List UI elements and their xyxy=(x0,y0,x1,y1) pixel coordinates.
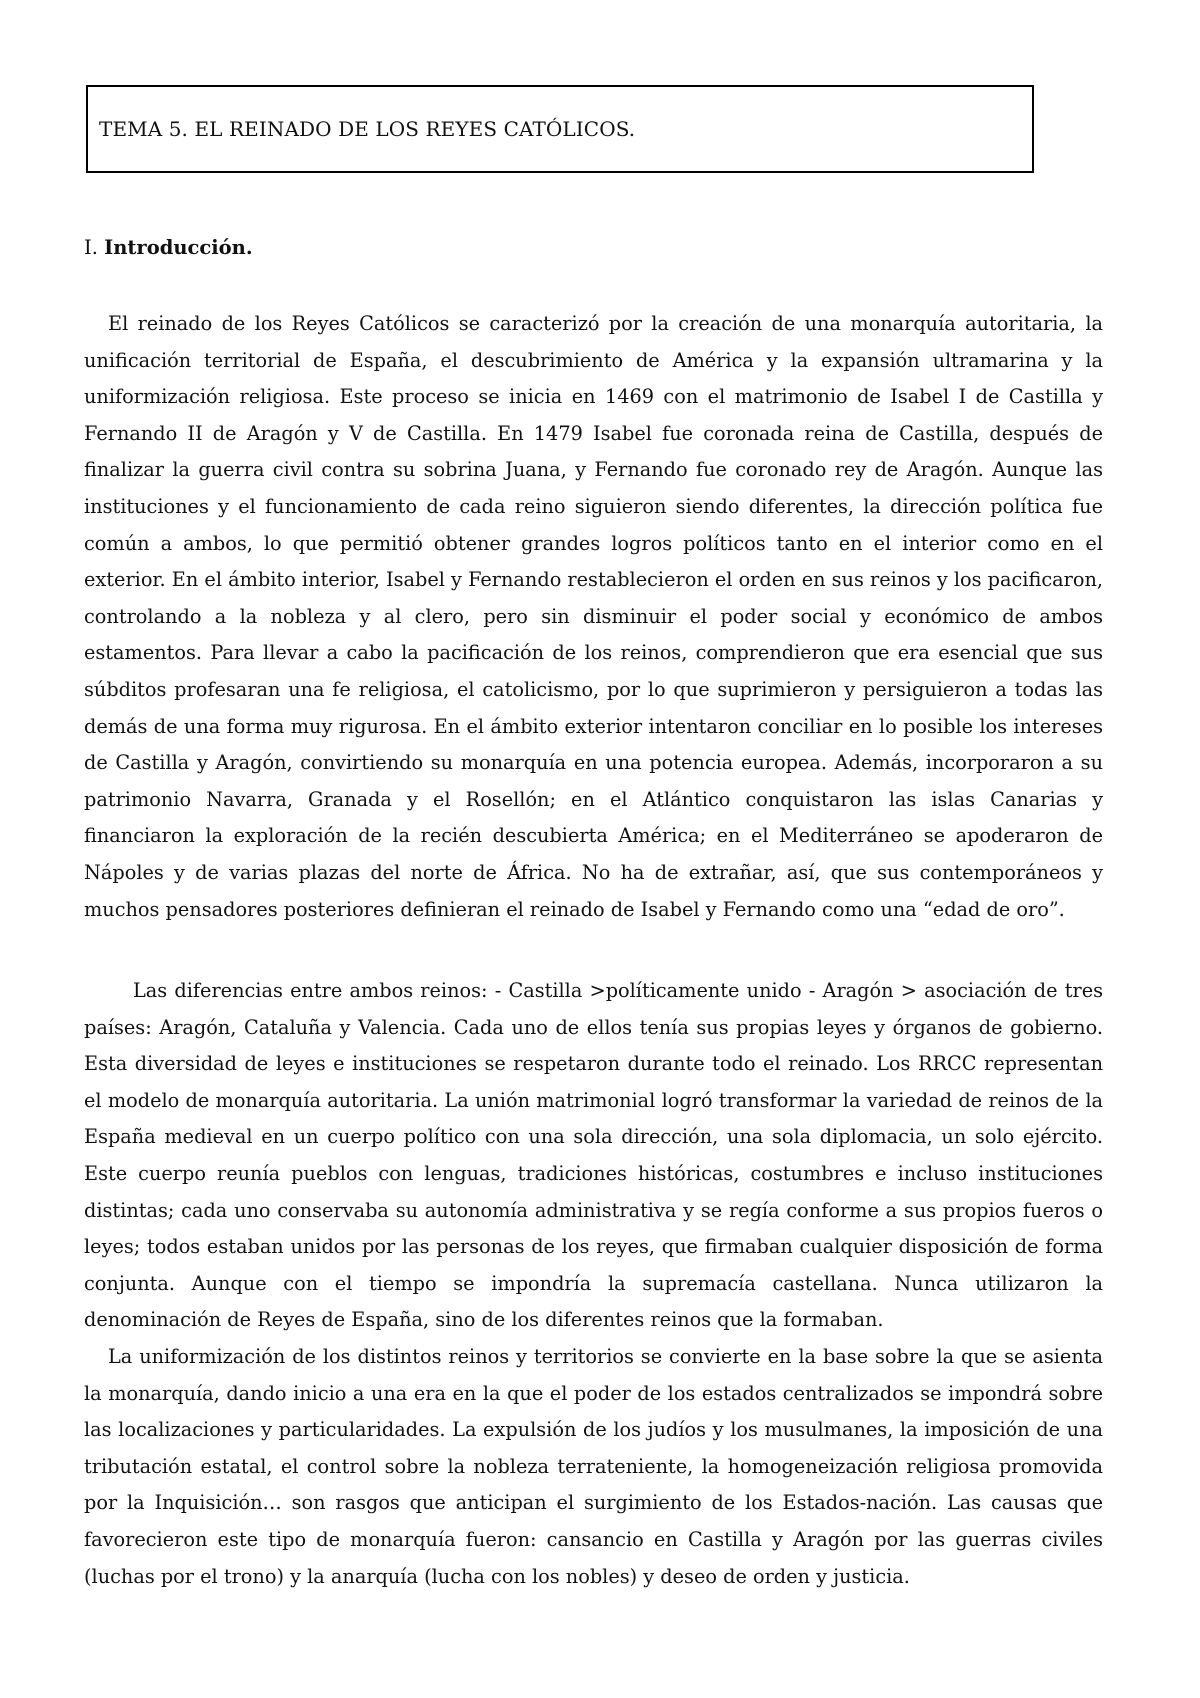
paragraph-introduction: El reinado de los Reyes Católicos se caracterizó por la creación de una monarquía autoritaria, la unificación territorial de España, el descubrimiento de América y la expansión ultramarina y la uniformización religiosa. Este proceso se inicia en 1469 con el matrimonio de Isabel I de Castilla y Fernando II de Aragón y V de Castilla. En 1479 Isabel fue coronada reina de Castilla, después de finalizar la guerra civil contra su sobrina Juana, y Fernando fue coronado rey de Aragón. Aunque las instituciones y el funcionamiento de cada reino siguieron siendo diferentes, la dirección política fue común a ambos, lo que permitió obtener grandes logros políticos tanto en el interior como en el exterior. En el ámbito interior, Isabel y Fernando restablecieron el orden en sus reinos y los pacificaron, controlando a la nobleza y al clero, pero sin disminuir el poder social y económico de ambos estamentos. Para llevar a cabo la pacificación de los reinos, comprendieron que era esencial que sus súbditos profesaran una fe religiosa, el catolicismo, por lo que suprimieron y persiguieron a todas las demás de una forma muy rigurosa. En el ámbito exterior intentaron conciliar en lo posible los intereses de Castilla y Aragón, convirtiendo su monarquía en una potencia europea. Además, incorporaron a su patrimonio Navarra, Granada y el Rosellón; en el Atlántico conquistaron las islas Canarias y financiaron la exploración de la recién descubierta América; en el Mediterráneo se apoderaron de Nápoles y de varias plazas del norte de África. No ha de extrañar, así, que sus contemporáneos y muchos pensadores posteriores definieran el reinado de Isabel y Fernando como una “edad de oro”. xyxy=(84,312,1103,921)
section-title: Introducción. xyxy=(104,236,253,259)
document-title: TEMA 5. EL REINADO DE LOS REYES CATÓLICOS. xyxy=(99,117,636,141)
paragraph-uniformization: La uniformización de los distintos reinos y territorios se convierte en la base sobre la que se asienta la monarquía, dando inicio a una era en la que el poder de los estados centralizados se impondrá sobre las localizaciones y particularidades. La expulsión de los judíos y los musulmanes, la imposición de una tributación estatal, el control sobre la nobleza terrateniente, la homogeneización religiosa promovida por la Inquisición… son rasgos que anticipan el surgimiento de los Estados-nación. Las causas que favorecieron este tipo de monarquía fueron: cansancio en Castilla y Aragón por las guerras civiles (luchas por el trono) y la anarquía (lucha con los nobles) y deseo de orden y justicia. xyxy=(84,1345,1103,1588)
section-number: I. xyxy=(84,236,98,259)
paragraph-differences: Las diferencias entre ambos reinos: - Castilla >políticamente unido - Aragón > asociación de tres países: Aragón, Cataluña y Valencia. Cada uno de ellos tenía sus propias leyes y órganos de gobierno. Esta diversidad de leyes e instituciones se respetaron durante todo el reinado. Los RRCC representan el modelo de monarquía autoritaria. La unión matrimonial logró transformar la variedad de reinos de la España medieval en un cuerpo político con una sola dirección, una sola diplomacia, un solo ejército. Este cuerpo reunía pueblos con lenguas, tradiciones históricas, costumbres e incluso instituciones distintas; cada uno conservaba su autonomía administrativa y se regía conforme a sus propios fueros o leyes; todos estaban unidos por las personas de los reyes, que firmaban cualquier disposición de forma conjunta. Aunque con el tiempo se impondría la supremacía castellana. Nunca utilizaron la denominación de Reyes de España, sino de los diferentes reinos que la formaban. xyxy=(84,979,1103,1332)
section-heading xyxy=(84,236,253,259)
title-box xyxy=(86,85,1034,173)
